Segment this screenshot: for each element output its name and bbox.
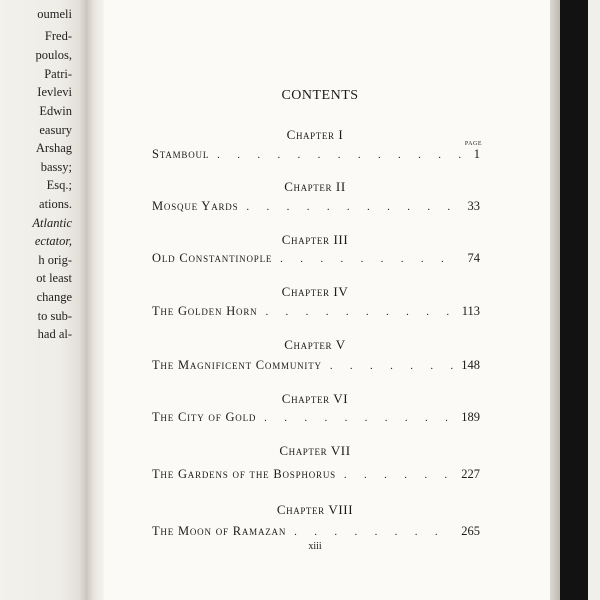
toc-entry-title: The Magnificent Community	[152, 358, 322, 372]
toc-entry-page: 74	[467, 251, 480, 265]
book-gutter	[86, 0, 104, 600]
chapter-heading: Chapter V	[284, 337, 346, 352]
toc-entry[interactable]	[152, 524, 480, 540]
dot-leader	[264, 412, 453, 424]
left-page-line: Patri-	[44, 67, 72, 81]
dot-leader	[217, 149, 466, 161]
chapter-heading: Chapter I	[286, 127, 344, 142]
toc-entry[interactable]	[152, 410, 480, 426]
toc-entry[interactable]	[152, 199, 480, 215]
left-page-line: ectator,	[34, 234, 72, 248]
toc-entry-page: 227	[461, 467, 480, 481]
left-page-line: Fred-	[44, 29, 72, 43]
contents-heading: CONTENTS	[281, 88, 359, 103]
toc-entry[interactable]	[152, 358, 480, 374]
dot-leader	[246, 201, 459, 213]
left-page-line: easury	[39, 123, 72, 137]
toc-entry-page: 113	[461, 304, 480, 318]
previous-page	[0, 0, 86, 600]
dot-leader	[344, 469, 453, 481]
left-page-line: bassy;	[40, 160, 72, 174]
dot-leader	[265, 306, 453, 318]
left-page-line: oumeli	[37, 7, 72, 21]
left-page-line: h orig-	[38, 253, 72, 267]
backdrop	[588, 0, 600, 600]
left-page-line: change	[36, 290, 72, 304]
chapter-heading: Chapter VI	[281, 391, 349, 406]
toc-entry[interactable]	[152, 147, 480, 163]
left-page-line: Atlantic	[32, 216, 72, 230]
toc-entry-page: 265	[461, 524, 480, 538]
toc-entry[interactable]	[152, 467, 480, 483]
toc-entry[interactable]	[152, 304, 480, 320]
chapter-heading: Chapter II	[284, 179, 346, 194]
dot-leader	[294, 526, 453, 538]
toc-entry-page: 189	[461, 410, 480, 424]
dot-leader	[280, 253, 459, 265]
chapter-heading: Chapter VIII	[276, 502, 354, 517]
dot-leader	[330, 360, 453, 372]
left-page-line: ot least	[36, 271, 72, 285]
left-page-line: had al-	[37, 327, 72, 341]
toc-entry-page: 148	[461, 358, 480, 372]
chapter-heading: Chapter VII	[279, 443, 351, 458]
left-page-line: poulos,	[35, 48, 72, 62]
toc-entry[interactable]	[152, 251, 480, 267]
page-folio: xiii	[308, 541, 322, 552]
page-edges	[550, 0, 560, 600]
left-page-line: to sub-	[37, 309, 72, 323]
toc-entry-page: 1	[473, 147, 480, 161]
left-page-line: Ievlevi	[37, 85, 72, 99]
toc-entry-title: The Moon of Ramazan	[152, 524, 287, 538]
toc-entry-title: Mosque Yards	[152, 199, 239, 213]
toc-entry-title: The Golden Horn	[152, 304, 258, 318]
toc-entry-page: 33	[467, 199, 480, 213]
chapter-heading: Chapter III	[281, 232, 349, 247]
left-page-line: Esq.;	[46, 178, 72, 192]
toc-entry-title: Old Constantinople	[152, 251, 273, 265]
left-page-line: Edwin	[39, 104, 72, 118]
left-page-line: Arshag	[35, 141, 72, 155]
toc-entry-title: The Gardens of the Bosphorus	[152, 467, 336, 481]
page-column-label: PAGE	[464, 141, 482, 147]
toc-entry-title: Stamboul	[152, 147, 210, 161]
book-cover	[560, 0, 588, 600]
chapter-heading: Chapter IV	[281, 284, 349, 299]
left-page-line: ations.	[39, 197, 72, 211]
toc-entry-title: The City of Gold	[152, 410, 257, 424]
